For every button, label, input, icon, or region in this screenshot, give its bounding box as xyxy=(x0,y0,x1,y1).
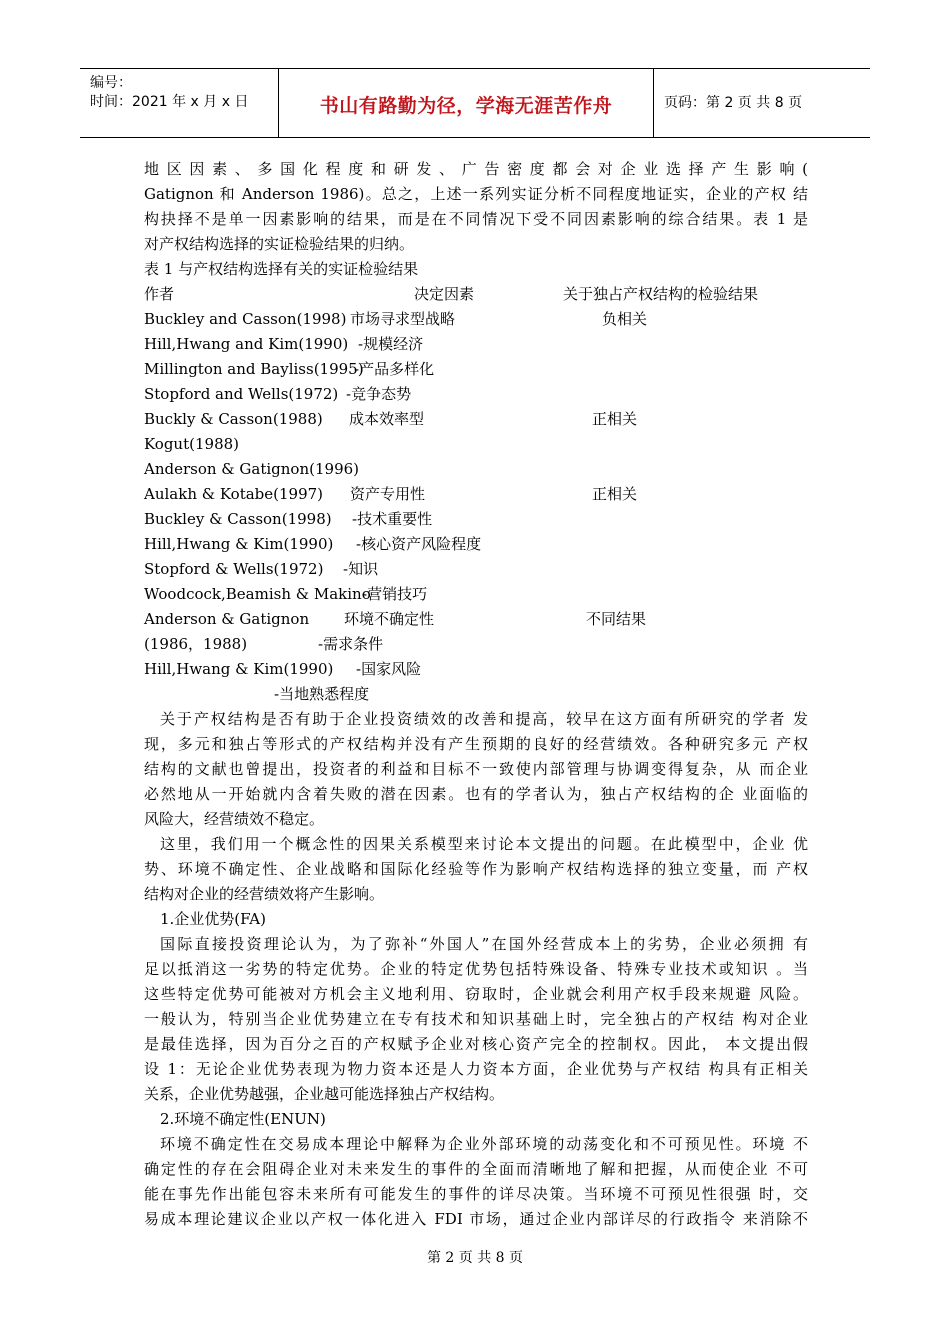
text-line: 构抉择不是单一因素影响的结果，而是在不同情况下受不同因素影响的综合结果。表 1 是 xyxy=(144,210,808,228)
table-cell-author: Hill,Hwang and Kim(1990) xyxy=(144,335,349,353)
table-caption: 表 1 与产权结构选择有关的实证检验结果 xyxy=(144,260,419,278)
intro-paragraph xyxy=(144,157,808,257)
text-line: 结构对企业的经营绩效将产生影响。 xyxy=(144,885,385,903)
table-row xyxy=(144,607,808,632)
table-cell-factor: -技术重要性 xyxy=(352,510,433,528)
text-line: 关系，企业优势越强，企业越可能选择独占产权结构。 xyxy=(144,1085,505,1103)
header-result: 关于独占产权结构的检验结果 xyxy=(563,285,759,303)
table-row xyxy=(144,557,808,582)
table-cell-factor: 环境不确定性 xyxy=(344,610,435,628)
text-line: 对产权结构选择的实证检验结果的归纳。 xyxy=(144,235,415,253)
paragraph-model xyxy=(144,832,808,907)
table-cell-factor: -知识 xyxy=(343,560,379,578)
text-line: 势、环境不确定性、企业战略和国际化经验等作为影响产权结构选择的独立变量，而 产权 xyxy=(144,860,808,878)
table-cell-author: (1986，1988) xyxy=(144,635,248,653)
document-body xyxy=(144,157,808,1232)
table-row xyxy=(144,532,808,557)
table-cell-author: Buckly & Casson(1988) xyxy=(144,410,323,428)
results-table xyxy=(144,282,808,707)
table-row xyxy=(144,332,808,357)
text-line: 风险大，经营绩效不稳定。 xyxy=(144,810,325,828)
text-line: 环境不确定性在交易成本理论中解释为企业外部环境的动荡变化和不可预见性。环境 不 xyxy=(160,1135,808,1153)
paragraph-environment-uncertainty xyxy=(144,1132,808,1232)
serial-label: 编号： xyxy=(90,75,132,91)
table-cell-author: Anderson & Gatignon xyxy=(144,610,310,628)
text-line: 确定性的存在会阻碍企业对未来发生的事件的全面而清晰地了解和把握，从而使企业 不可 xyxy=(144,1160,808,1178)
table-cell-factor: -需求条件 xyxy=(318,635,384,653)
table-cell-author: Buckley and Casson(1998) xyxy=(144,310,347,328)
page-header xyxy=(80,68,870,138)
text-line: 现，多元和独占等形式的产权结构并没有产生预期的良好的经营绩效。各种研究多元 产权 xyxy=(144,735,808,753)
section-heading-firm-advantage: 1.企业优势(FA) xyxy=(160,910,266,928)
table-cell-author: Millington and Bayliss(1995) xyxy=(144,360,364,378)
header-author: 作者 xyxy=(144,285,175,303)
text-line: 是最佳选择，因为百分之百的产权赋予企业对核心资产完全的控制权。因此， 本文提出假 xyxy=(144,1035,808,1053)
table-cell-author: Buckley & Casson(1998) xyxy=(144,510,332,528)
text-line: 这些特定优势可能被对方机会主义地利用、窃取时，企业就会利用产权手段来规避 风险。 xyxy=(144,985,808,1003)
text-line: 必然地从一开始就内含着失败的潜在因素。也有的学者认为，独占产权结构的企 业面临的 xyxy=(144,785,808,803)
table-row xyxy=(144,432,808,457)
header-info-cell xyxy=(80,69,279,137)
table-row xyxy=(144,357,808,382)
table-row xyxy=(144,657,808,682)
table-cell-factor: -国家风险 xyxy=(356,660,422,678)
table-row xyxy=(144,482,808,507)
paragraph-firm-advantage xyxy=(144,932,808,1107)
table-row xyxy=(144,307,808,332)
text-line: 一般认为，特别当企业优势建立在专有技术和知识基础上时，完全独占的产权结 构对企业 xyxy=(144,1010,808,1028)
table-row xyxy=(144,457,808,482)
text-line: 易成本理论建议企业以产权一体化进入 FDI 市场，通过企业内部详尽的行政指令 来消除不 xyxy=(144,1210,808,1228)
text-line: 这里，我们用一个概念性的因果关系模型来讨论本文提出的问题。在此模型中，企业 优 xyxy=(160,835,808,853)
table-cell-result: 不同结果 xyxy=(586,610,647,628)
header-page-cell xyxy=(654,69,870,137)
text-line: 关于产权结构是否有助于企业投资绩效的改善和提高，较早在这方面有所研究的学者 发 xyxy=(160,710,808,728)
table-cell-author: Hill,Hwang & Kim(1990) xyxy=(144,535,334,553)
table-cell-factor: 市场寻求型战略 xyxy=(350,310,456,328)
table-row xyxy=(144,682,808,707)
time-label: 时间：2021 年 x 月 x 日 xyxy=(90,94,249,110)
text-line: 国际直接投资理论认为，为了弥补“外国人”在国外经营成本上的劣势，企业必须拥 有 xyxy=(160,935,808,953)
table-cell-factor: -当地熟悉程度 xyxy=(274,685,370,703)
page-footer: 第 2 页 共 8 页 xyxy=(426,1250,524,1266)
table-cell-author: Anderson & Gatignon(1996) xyxy=(144,460,360,478)
header-page-number: 页码：第 2 页 共 8 页 xyxy=(664,95,803,111)
table-cell-factor: 成本效率型 xyxy=(349,410,425,428)
table-row xyxy=(144,507,808,532)
table-cell-result: 正相关 xyxy=(592,410,638,428)
table-cell-author: Stopford & Wells(1972) xyxy=(144,560,324,578)
text-line: 设 1：无论企业优势表现为物力资本还是人力资本方面，企业优势与产权结 构具有正相关 xyxy=(144,1060,808,1078)
text-line: 地区因素、多国化程度和研发、广告密度都会对企业选择产生影响( xyxy=(144,160,808,178)
header-factor: 决定因素 xyxy=(414,285,475,303)
text-line: Gatignon 和 Anderson 1986)。总之，上述一系列实证分析不同程度地证实，企业的产权 结 xyxy=(144,185,808,203)
table-cell-factor: -规模经济 xyxy=(358,335,424,353)
text-line: 足以抵消这一劣势的特定优势。企业的特定优势包括特殊设备、特殊专业技术或知识 。当 xyxy=(144,960,808,978)
table-cell-result: 正相关 xyxy=(592,485,638,503)
table-cell-author: Aulakh & Kotabe(1997) xyxy=(144,485,324,503)
text-line: 结构的文献也曾提出，投资者的利益和目标不一致使内部管理与协调变得复杂，从 而企业 xyxy=(144,760,808,778)
table-cell-factor: -核心资产风险程度 xyxy=(356,535,482,553)
table-cell-factor: 资产专用性 xyxy=(350,485,426,503)
table-cell-result: 负相关 xyxy=(602,310,648,328)
table-row xyxy=(144,407,808,432)
header-motto-cell xyxy=(279,69,654,137)
table-cell-author: Kogut(1988) xyxy=(144,435,240,453)
table-cell-factor: -营销技巧 xyxy=(362,585,428,603)
table-header-row xyxy=(144,282,808,307)
table-cell-factor: -产品多样化 xyxy=(354,360,435,378)
table-row xyxy=(144,582,808,607)
table-row xyxy=(144,382,808,407)
table-cell-author: Stopford and Wells(1972) xyxy=(144,385,339,403)
paragraph-performance xyxy=(144,707,808,832)
header-motto: 书山有路勤为径，学海无涯苦作舟 xyxy=(319,95,613,117)
table-cell-author: Woodcock,Beamish & Makino xyxy=(144,585,371,603)
table-cell-factor: -竞争态势 xyxy=(346,385,412,403)
text-line: 能在事先作出能包容未来所有可能发生的事件的详尽决策。当环境不可预见性很强 时，交 xyxy=(144,1185,808,1203)
table-cell-author: Hill,Hwang & Kim(1990) xyxy=(144,660,334,678)
table-row xyxy=(144,632,808,657)
section-heading-environment-uncertainty: 2.环境不确定性(ENUN) xyxy=(160,1110,326,1128)
